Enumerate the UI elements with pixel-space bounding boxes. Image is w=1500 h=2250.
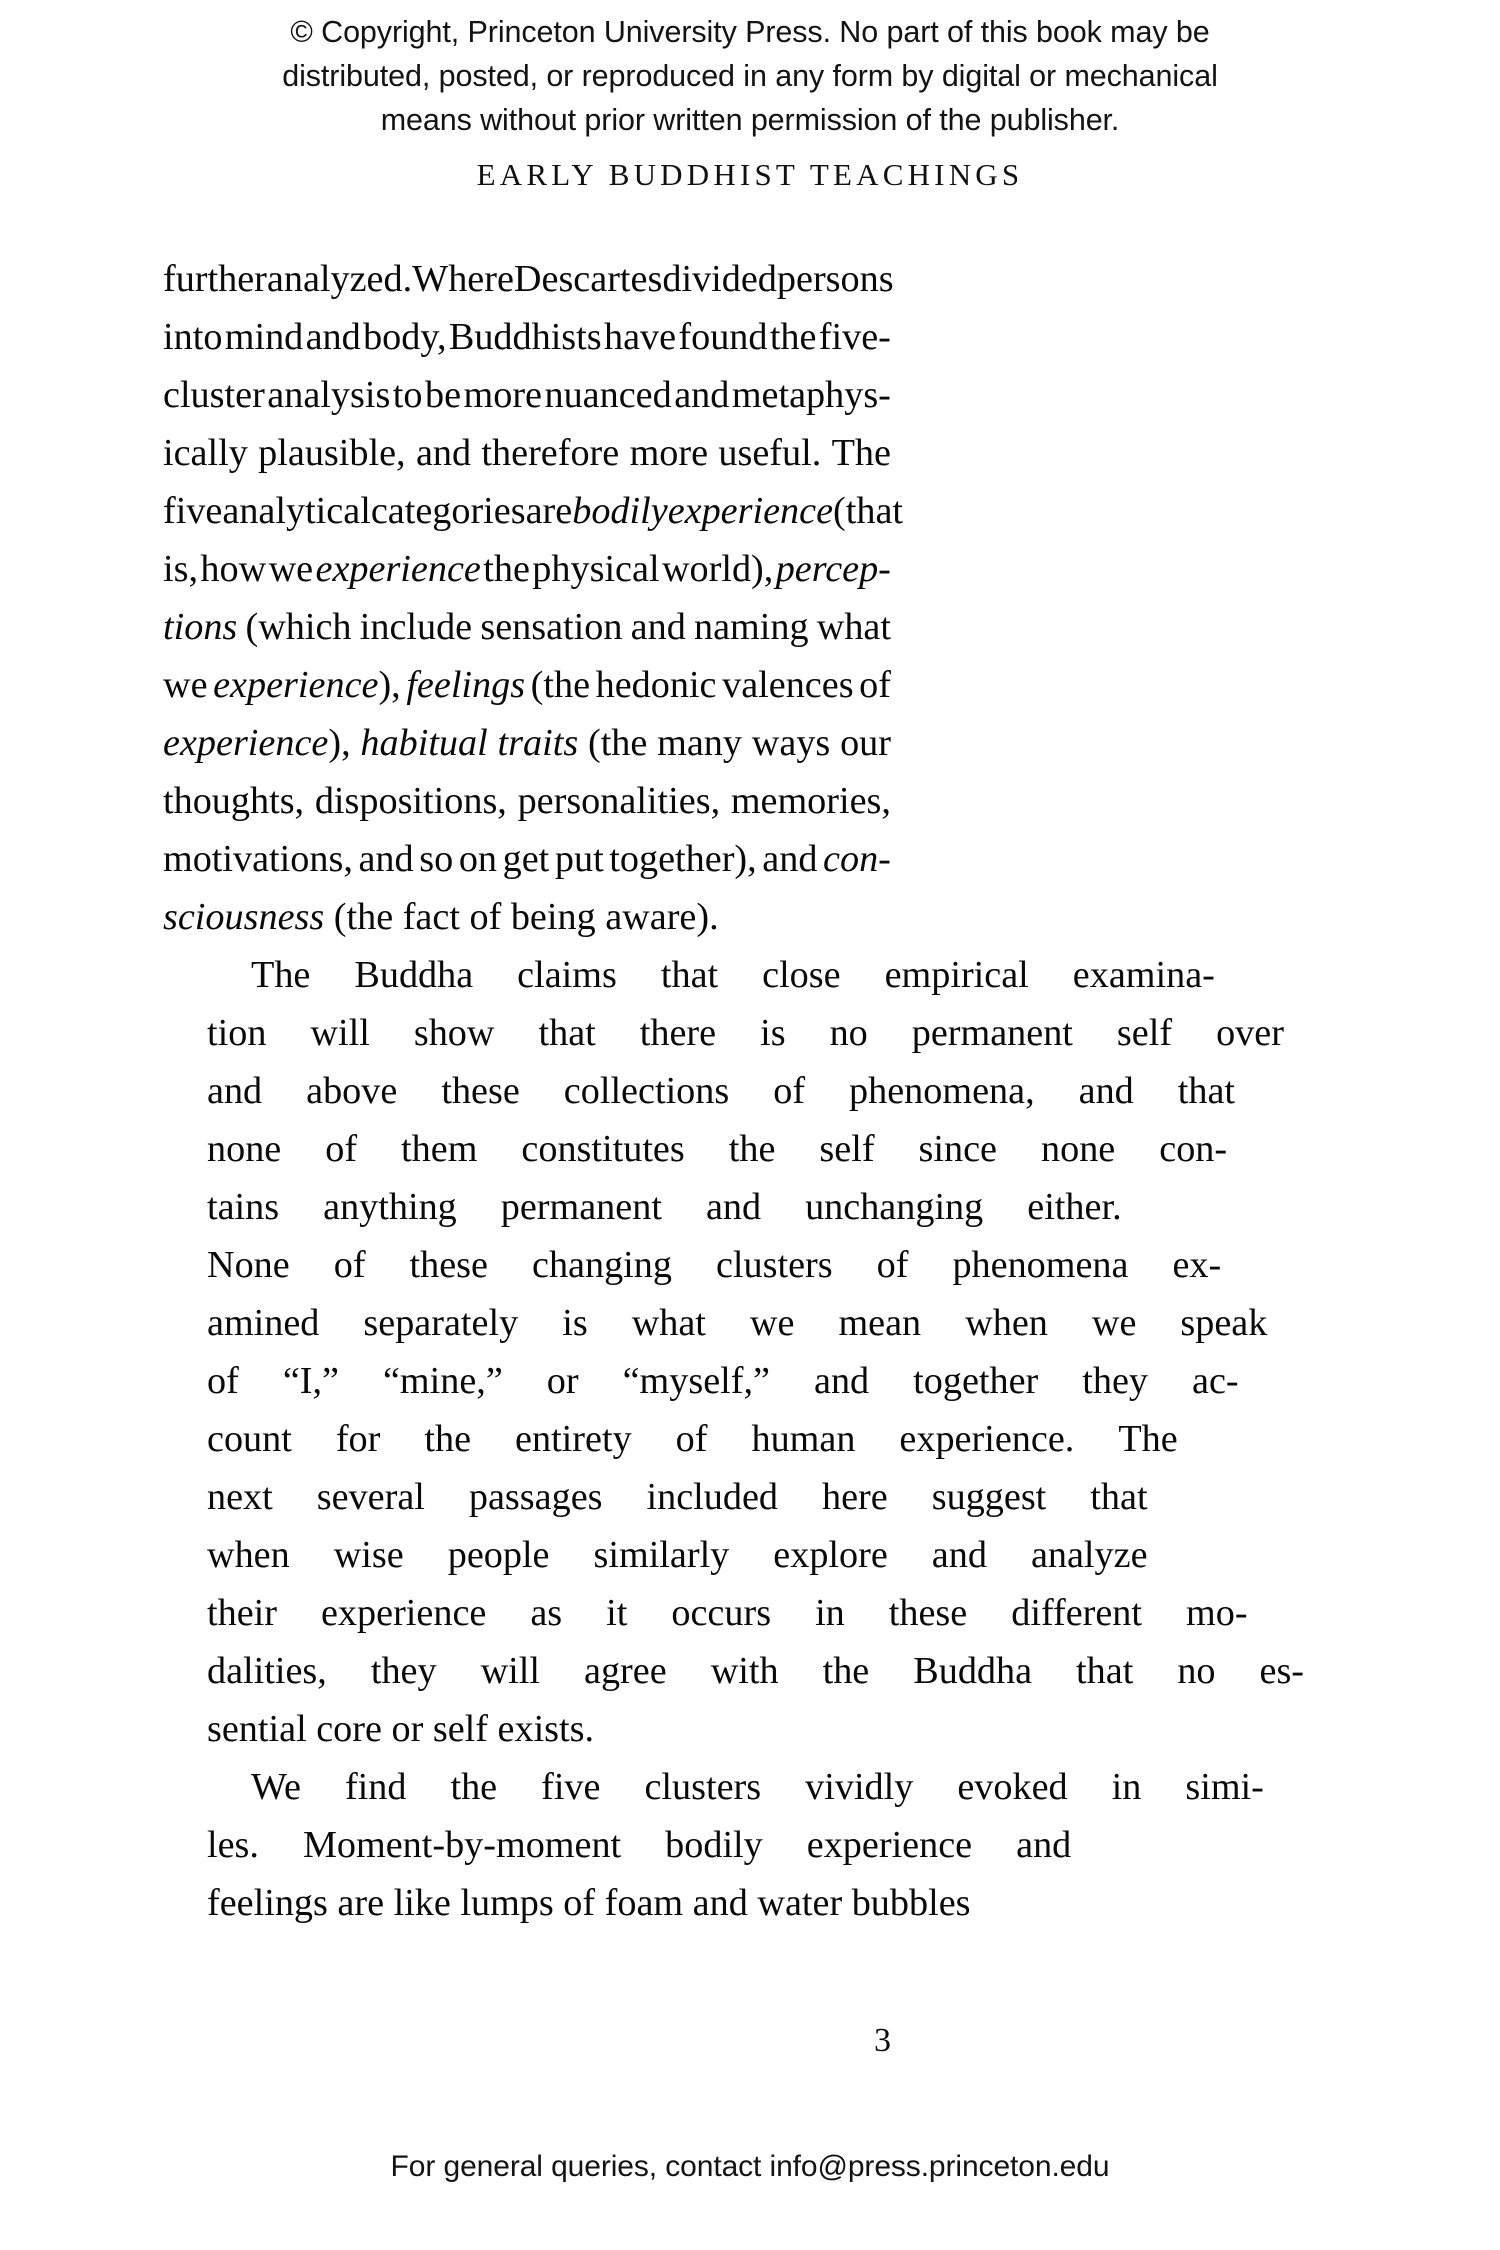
text-line: five analytical categories are bodily experience (that — [163, 490, 904, 532]
text-line: tions (which include sensation and naming what — [163, 606, 891, 648]
text-line: sential core or self exists. — [207, 1708, 595, 1750]
text-line: tains anything permanent and unchanging either. — [207, 1186, 1122, 1228]
text-line: We find the five clusters vividly evoked in simi- — [251, 1766, 1264, 1808]
text-line: further analyzed. Where Descartes divided persons — [163, 258, 894, 300]
text-line: none of them constitutes the self since none con- — [207, 1128, 1228, 1170]
text-line: amined separately is what we mean when we speak — [207, 1302, 1268, 1344]
text-line: and above these collections of phenomena, and that — [207, 1070, 1236, 1112]
text-line: next several passages included here suggest that — [207, 1476, 1148, 1518]
text-line: count for the entirety of human experience. The — [207, 1418, 1178, 1460]
copyright-notice-line-3: means without prior written permission of the publisher. — [380, 103, 1120, 137]
text-line: les. Moment-by-moment bodily experience and — [207, 1824, 1072, 1866]
footer-contact-note: For general queries, contact info@press.princeton.edu — [390, 2150, 1110, 2183]
text-line: cluster analysis to be more nuanced and metaphys- — [163, 374, 891, 416]
text-line: motivations, and so on get put together), and con- — [163, 838, 891, 880]
paragraph-2 — [163, 946, 1305, 1758]
copyright-notice-line-2: distributed, posted, or reproduced in any form by digital or mechanical — [282, 59, 1218, 93]
text-line: experience), habitual traits (the many ways our — [163, 722, 891, 764]
text-line: we experience), feelings (the hedonic valences of — [163, 664, 891, 706]
text-line: dalities, they will agree with the Buddha that no es- — [207, 1650, 1305, 1692]
text-line: when wise people similarly explore and analyze — [207, 1534, 1148, 1576]
text-line: thoughts, dispositions, personalities, memories, — [163, 780, 891, 822]
text-line: None of these changing clusters of phenomena ex- — [207, 1244, 1222, 1286]
text-line: tion will show that there is no permanent self over — [207, 1012, 1284, 1054]
text-line: ically plausible, and therefore more useful. The — [163, 432, 891, 474]
text-line: feelings are like lumps of foam and water bubbles — [207, 1882, 971, 1924]
body-text-column — [163, 250, 1305, 1932]
text-line: is, how we experience the physical world), percep- — [163, 548, 891, 590]
text-line: into mind and body, Buddhists have found the five- — [163, 316, 891, 358]
running-head: EARLY BUDDHIST TEACHINGS — [476, 157, 1024, 192]
text-line: of “I,” “mine,” or “myself,” and together they ac- — [207, 1360, 1239, 1402]
copyright-notice-line-1: © Copyright, Princeton University Press. No part of this book may be — [290, 15, 1210, 49]
text-line: their experience as it occurs in these different mo- — [207, 1592, 1248, 1634]
text-line: The Buddha claims that close empirical examina- — [251, 954, 1215, 996]
paragraph-3 — [163, 1758, 1264, 1932]
paragraph-1 — [163, 250, 904, 946]
copyright-notice — [0, 10, 1500, 142]
text-line: sciousness (the fact of being aware). — [163, 896, 719, 938]
page-number: 3 — [874, 2022, 891, 2059]
